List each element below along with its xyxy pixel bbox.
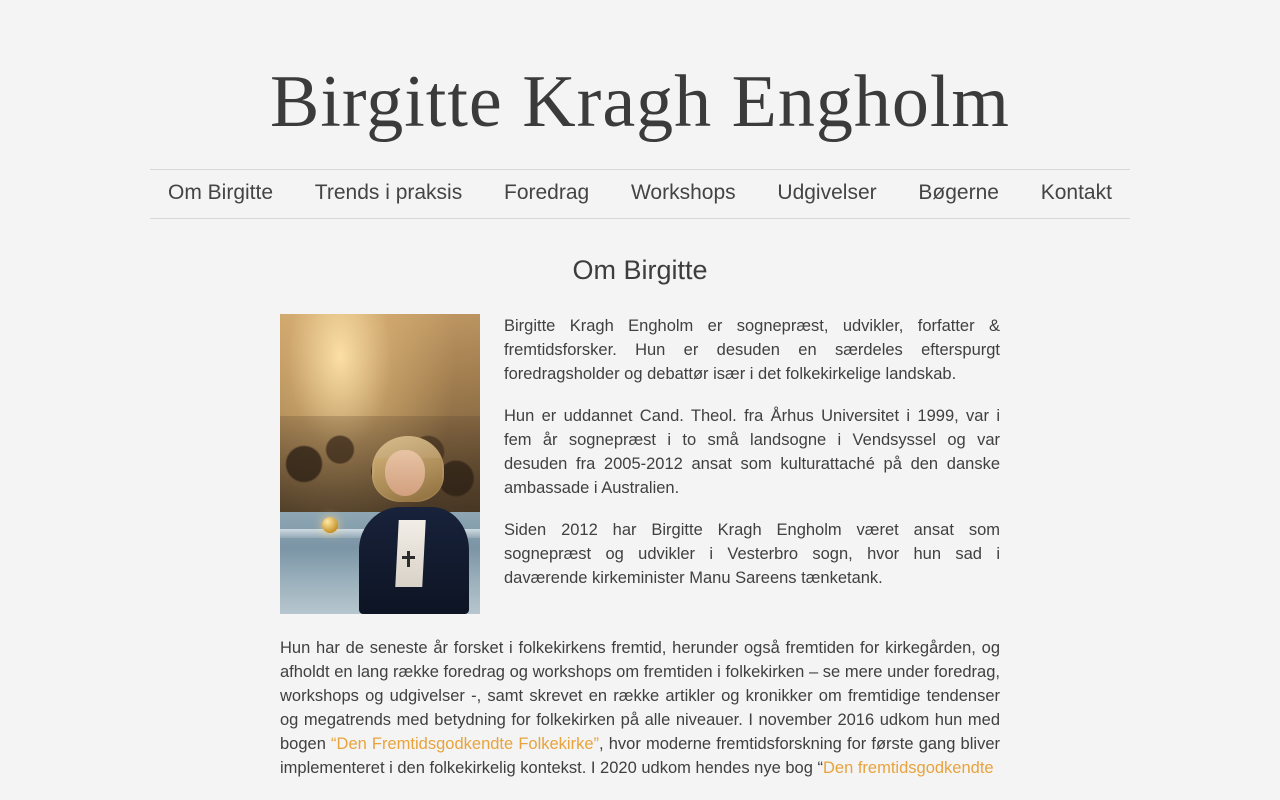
main-content (150, 219, 1130, 780)
portrait-face (385, 450, 425, 496)
nav-item-om-birgitte[interactable]: Om Birgitte (168, 181, 274, 205)
main-navigation (150, 169, 1130, 219)
link-den-fremtidsgodkendte-folkekirke[interactable]: “Den Fremtidsgodkendte Folkekirke” (331, 735, 599, 754)
nav-item-foredrag[interactable]: Foredrag (504, 181, 590, 205)
paragraph-3: Siden 2012 har Birgitte Kragh Engholm været ansat som sognepræst og udvikler i Vesterbro sogn, hvor hun sad i daværende kirkeminister Manu Sareens tænketank. (504, 521, 1000, 588)
portrait-shirt (395, 520, 426, 587)
site-title: Birgitte Kragh Engholm (270, 61, 1010, 143)
nav-item-udgivelser[interactable]: Udgivelser (777, 181, 877, 205)
page-title: Om Birgitte (572, 255, 708, 286)
cross-icon (407, 551, 410, 567)
portrait-image (280, 314, 480, 614)
paragraph-1: Birgitte Kragh Engholm er sognepræst, udvikler, forfatter & fremtidsforsker. Hun er desuden en særdeles efterspurgt foredragsholder og debattør især i det folkekirkelige landskab. (504, 317, 1000, 384)
paragraph-4 (280, 636, 1000, 780)
nav-list (150, 170, 1130, 218)
nav-item-kontakt[interactable]: Kontakt (1040, 181, 1112, 205)
portrait-person (352, 446, 476, 614)
intro-paragraphs (504, 314, 1000, 608)
paragraph-4-part1: Hun har de seneste år forsket i folkekirkens fremtid, herunder også fremtiden for kirkegården, og afholdt en lang række foredrag og workshops om fremtiden i folkekirken – se mere under foredrag, workshops og udgivelser -, samt skrevet en række artikler og kronikker om fremtidige tendenser og megatrends med betydning for folkekirken på alle niveauer. I november 2016 udkom hun med bogen (280, 639, 1000, 754)
nav-item-workshops[interactable]: Workshops (630, 181, 736, 205)
nav-item-trends-i-praksis[interactable]: Trends i praksis (314, 181, 463, 205)
paragraph-2: Hun er uddannet Cand. Theol. fra Århus Universitet i 1999, var i fem år sognepræst i to små landsogne i Vendsyssel og var desuden fra 2005-2012 ansat som kulturattaché på den danske ambassade i Australien. (504, 407, 1000, 498)
nav-item-boegerne[interactable]: Bøgerne (918, 181, 999, 205)
lower-section (150, 614, 1130, 780)
intro-section (150, 314, 1130, 614)
link-den-fremtidsgodkendte[interactable]: Den fremtidsgodkendte (822, 759, 994, 778)
paragraph-4-part2: , hvor moderne fremtidsforskning for første gang bliver implementeret i den folkekirkelig kontekst. I 2020 udkom hendes nye bog “ (280, 735, 1000, 778)
